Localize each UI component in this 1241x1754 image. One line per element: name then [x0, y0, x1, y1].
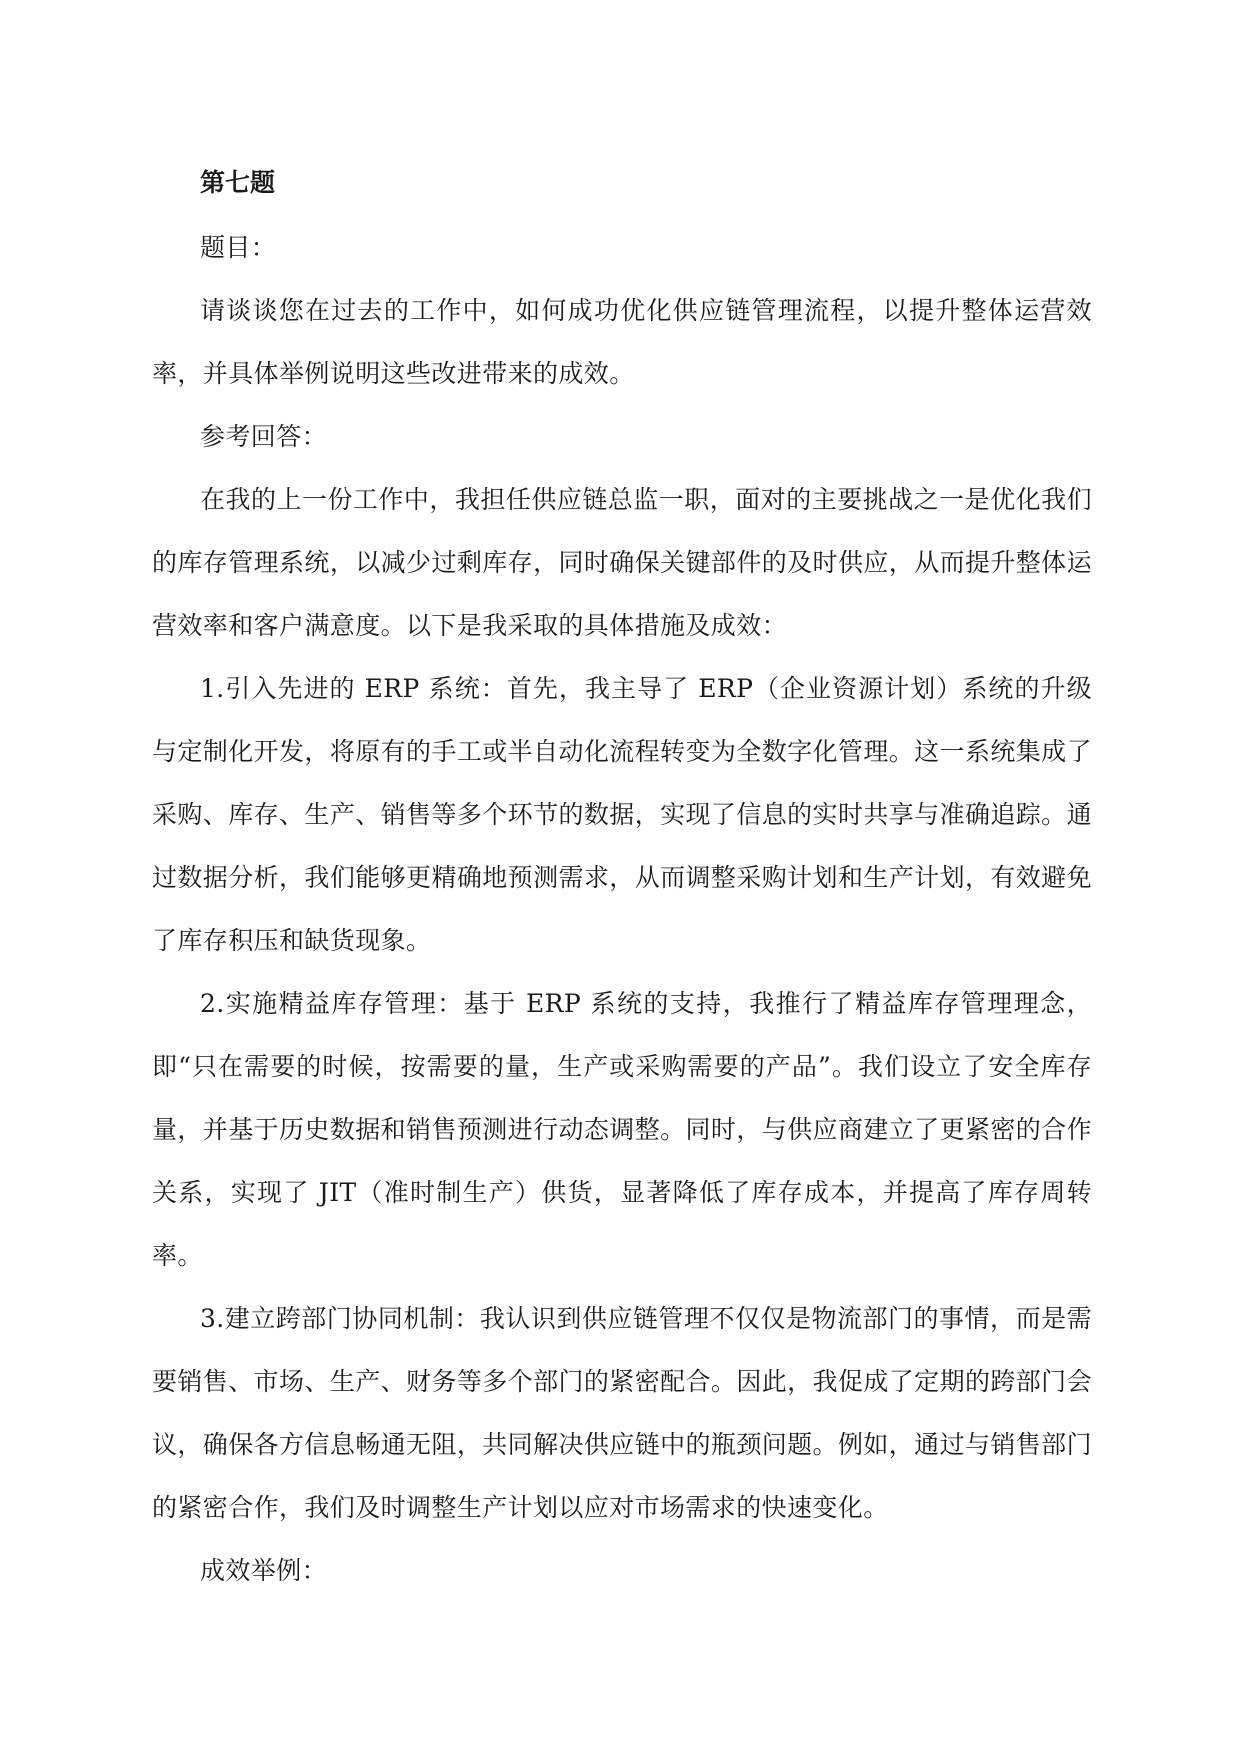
section-title: 第七题: [200, 168, 276, 197]
answer-paragraph-erp: 1.引入先进的 ERP 系统：首先，我主导了 ERP（企业资源计划）系统的升级与定制化开发，将原有的手工或半自动化流程转变为全数字化管理。这一系统集成了采购、库存、生产、销售等多个环节的数据，实现了信息的实时共享与准确追踪。通过数据分析，我们能够更精确地预测需求，从而调整采购计划和生产计划，有效避免了库存积压和缺货现象。: [152, 674, 1092, 955]
question-label: 题目：: [200, 233, 277, 262]
answer-paragraph-intro: 在我的上一份工作中，我担任供应链总监一职，面对的主要挑战之一是优化我们的库存管理系统，以减少过剩库存，同时确保关键部件的及时供应，从而提升整体运营效率和客户满意度。以下是我采取的具体措施及成效：: [152, 485, 1092, 640]
document-body: [152, 150, 1092, 1602]
results-label: 成效举例：: [200, 1556, 328, 1585]
answer-label: 参考回答：: [200, 422, 328, 451]
question-text: 请谈谈您在过去的工作中，如何成功优化供应链管理流程，以提升整体运营效率，并具体举例说明这些改进带来的成效。: [152, 296, 1092, 388]
answer-paragraph-cross-department: 3.建立跨部门协同机制：我认识到供应链管理不仅仅是物流部门的事情，而是需要销售、市场、生产、财务等多个部门的紧密配合。因此，我促成了定期的跨部门会议，确保各方信息畅通无阻，共同解决供应链中的瓶颈问题。例如，通过与销售部门的紧密合作，我们及时调整生产计划以应对市场需求的快速变化。: [152, 1304, 1092, 1522]
answer-paragraph-lean-inventory: 2.实施精益库存管理：基于 ERP 系统的支持，我推行了精益库存管理理念，即“只在需要的时候，按需要的量，生产或采购需要的产品”。我们设立了安全库存量，并基于历史数据和销售预测进行动态调整。同时，与供应商建立了更紧密的合作关系，实现了 JIT（准时制生产）供货，显著降低了库存成本，并提高了库存周转率。: [152, 989, 1092, 1270]
